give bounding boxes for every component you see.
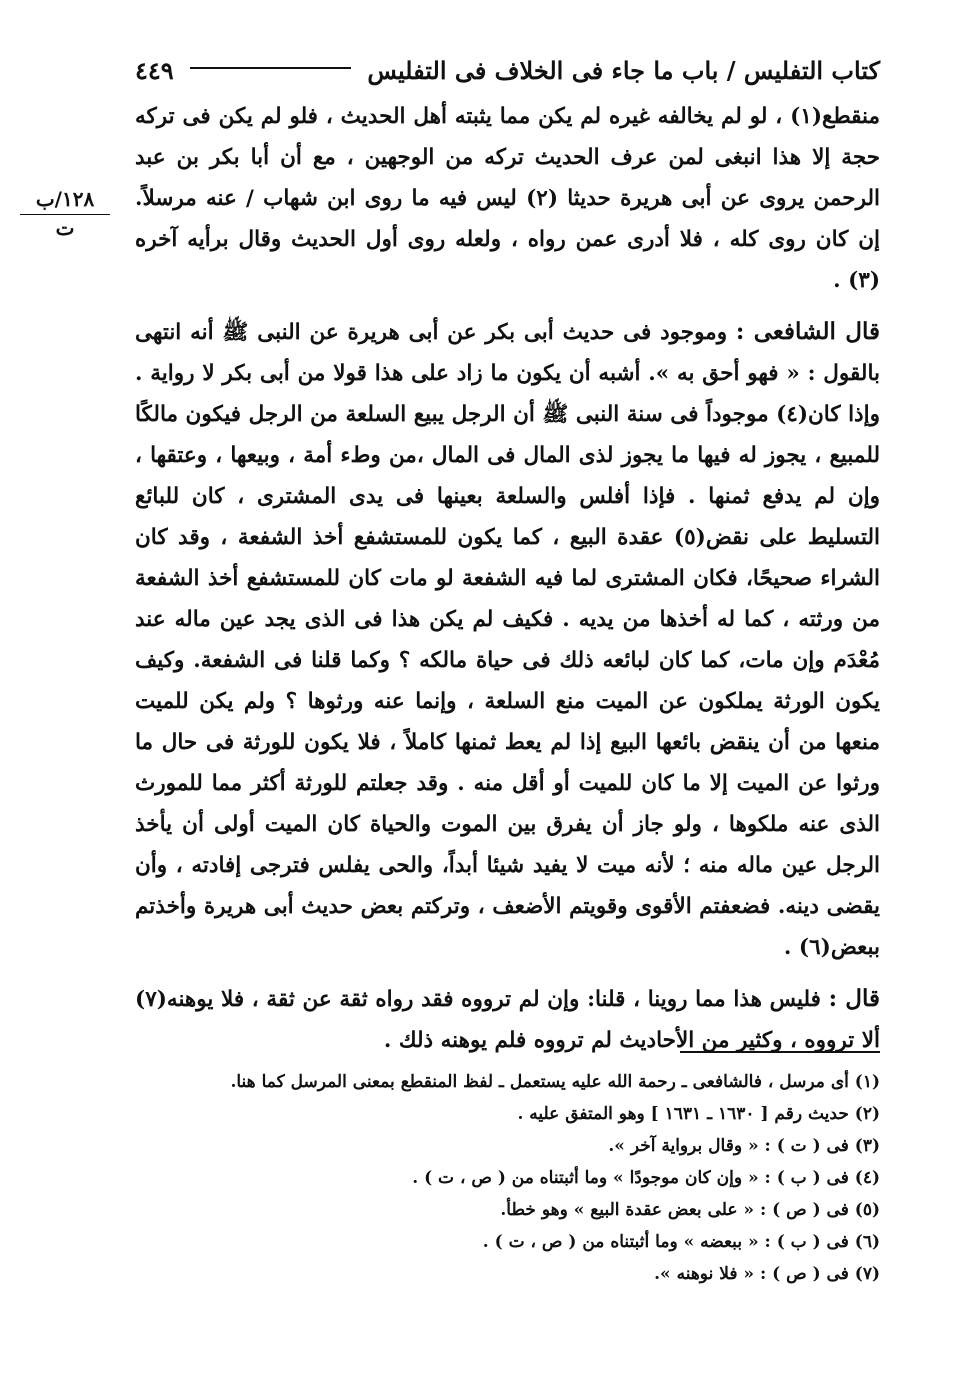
folio-reference: ١٢٨/ب [20, 186, 110, 215]
footnote: (٣) فى ( ت ) : « وقال برواية آخر ». [608, 1136, 880, 1156]
footnote: (٤) فى ( ب ) : « وإن كان موجودًا » وما أثبتناه من ( ص ، ت ) . [412, 1168, 880, 1188]
running-header [135, 50, 880, 90]
manuscript-folio-note [20, 186, 110, 241]
header-title: كتاب التفليس / باب ما جاء فى الخلاف فى التفليس [367, 55, 880, 85]
main-text [135, 96, 880, 1071]
footnote: (٦) فى ( ب ) : « ببعضه » وما أثبتناه من ( ص ، ت ) . [482, 1232, 880, 1252]
paragraph-lead: قال الشافعى : [735, 318, 880, 345]
header-rule [190, 67, 352, 69]
footnote: (٢) حديث رقم [ ١٦٣٠ ـ ١٦٣١ ] وهو المتفق عليه . [517, 1104, 880, 1124]
paragraph [135, 96, 880, 301]
page-number: ٤٤٩ [135, 55, 174, 85]
footnote: (٥) فى ( ص ) : « على بعض عقدة البيع » وهو خطأ. [500, 1200, 880, 1220]
paragraph-lead: قال : [828, 985, 880, 1012]
footnote-separator [680, 1051, 880, 1053]
footnote: (١) أى مرسل ، فالشافعى ـ رحمة الله عليه يستعمل ـ لفظ المنقطع بمعنى المرسل كما هنا. [230, 1072, 880, 1092]
paragraph-text: وموجود فى حديث أبى بكر عن أبى هريرة عن النبى ﷺ أنه انتهى بالقول : « فهو أحق به ». أشبه أن يكون ما زاد على هذا قولا من أبى بكر لا رواية . وإذا كان(٤) موجوداً فى سنة النبى ﷺ أن الرجل يبيع السلعة من الرجل فيكون مالكًا للمبيع ، يجوز له فيها ما يجوز لذى المال فى المال ،من وطء أمة ، وبيعها ، وعتقها ، وإن لم يدفع ثمنها . فإذا أفلس والسلعة بعينها فى يدى المشترى ، كان للبائع التسليط على نقض(٥) عقدة البيع ، كما يكون للمستشفع أخذ الشفعة ، وقد كان الشراء صحيحًا، فكان المشترى لما فيه الشفعة لو مات كان للمستشفع أخذ الشفعة من ورثته ، كما له أخذها من يديه . فكيف لم يكن هذا فى الذى يجد عين ماله عند مُعْدَم وإن مات، كما كان لبائعه ذلك فى حياة مالكه ؟ وكما قلنا فى الشفعة. وكيف يكون الورثة يملكون عن الميت منع السلعة ، وإنما عنه ورثوها ؟ ولم يكن للميت منعها من أن ينقض بائعها البيع إذا لم يعط ثمنها كاملاً ، فلا يكون للورثة فى حال ما ورثوا عن الميت إلا ما كان للميت أو أقل منه . وقد جعلتم للورثة أكثر مما للمورث الذى عنه ملكوها ، ولو جاز أن يفرق بين الموت والحياة كان الميت أولى أن يأخذ الرجل عين ماله منه ؛ لأنه ميت لا يفيد شيئا أبداً، والحى يفلس فترجى إفادته ، وأن يقضى دينه. فضعفتم الأقوى وقويتم الأضعف ، وتركتم بعض حديث أبى هريرة وأخذتم ببعض(٦) . [135, 320, 880, 960]
footnotes [230, 1066, 880, 1290]
paragraph-text: منقطع(١) ، لو لم يخالفه غيره لم يكن مما يثبته أهل الحديث ، فلو لم يكن فى تركه حجة إلا هذا انبغى لمن عرف الحديث تركه من الوجهين ، مع أن أبا بكر بن عبد الرحمن يروى عن أبى هريرة حديثا (٢) ليس فيه ما روى ابن شهاب / عنه مرسلاً. إن كان روى كله ، فلا أدرى عمن رواه ، ولعله روى أول الحديث وقال برأيه آخره (٣) . [135, 104, 880, 293]
paragraph-text: فليس هذا مما روينا ، قلنا: وإن لم ترووه فقد رواه ثقة عن ثقة ، فلا يوهنه(٧) ألا ترووه ، وكثير من الأحاديث لم ترووه فلم يوهنه ذلك . [135, 987, 880, 1053]
paragraph [135, 978, 880, 1061]
manuscript-siglum: ت [55, 216, 75, 240]
paragraph [135, 311, 880, 968]
footnote: (٧) فى ( ص ) : « فلا نوهنه ». [654, 1264, 880, 1284]
